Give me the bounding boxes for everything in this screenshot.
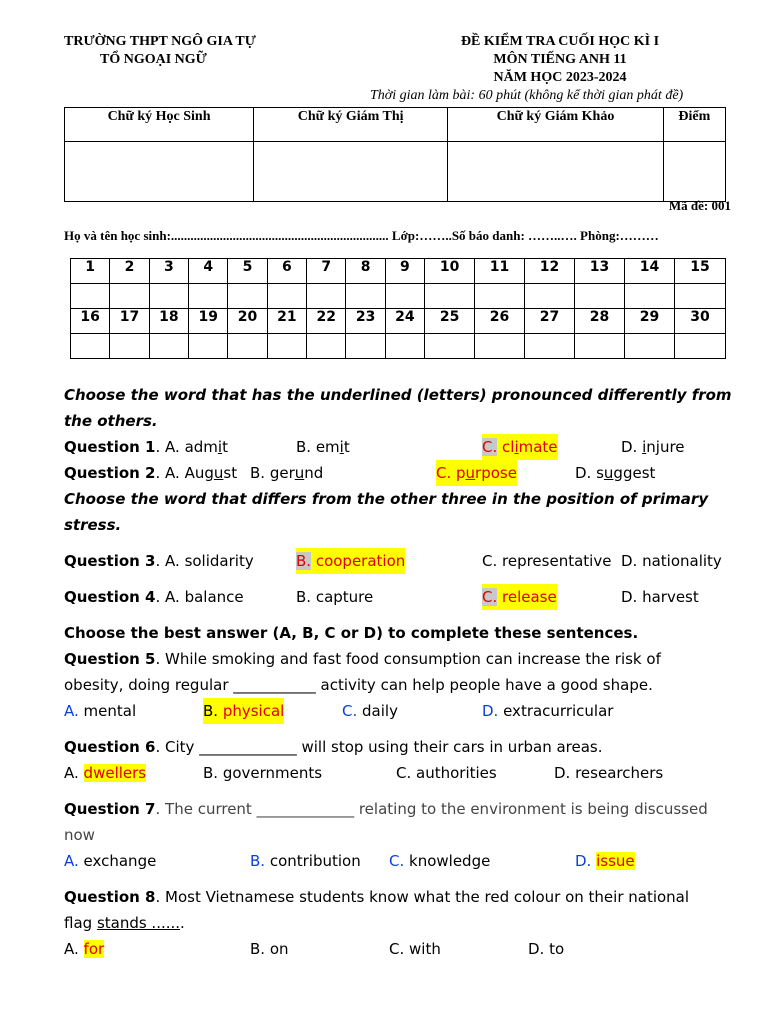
answer-cell-1 [71,284,110,309]
q7-text-1: . The current _____________ relating to the environment is being discussed [155,800,708,818]
question-number-cell-26: 26 [475,309,525,334]
q7-option-c [389,848,490,874]
q4-label: Question 4 [64,588,156,606]
question-4 [64,584,734,610]
question-number-cell-29: 29 [624,309,674,334]
q2-b-rest: nd [304,464,324,482]
q5-d-letter: D. [482,702,499,720]
answer-cell-13 [575,284,625,309]
q4-option-a: . A. balance [155,588,244,606]
q3-option-b-answer [296,548,405,574]
q2-a-underline: u [213,464,224,482]
q2-d-pre: D. s [575,464,604,482]
question-8-stem [64,884,734,910]
q6-option-c: C. authorities [396,764,497,782]
question-7-stem [64,796,734,822]
sig-col-proctor: Chữ ký Giám Thị [254,108,448,142]
q6-option-a-answer [64,760,146,786]
q3-option-d: D. nationality [621,552,722,570]
q2-c-rest: rpose [475,464,517,482]
q5-label: Question 5 [64,650,156,668]
q7-c-letter: C. [389,852,405,870]
answer-cell-26 [475,334,525,359]
section2-instruction: Choose the word that differs from the other three in the position of primary stress. [64,490,709,534]
answer-cell-28 [575,334,625,359]
answer-cell-11 [475,284,525,309]
q8-option-b: B. on [250,940,289,958]
q2-b-underline: u [294,464,305,482]
q6-a-text: dwellers [83,764,147,782]
time-note: Thời gian làm bài: 60 phút (không kể thời gian phát đề) [370,88,684,103]
q8-option-a-answer [64,936,104,962]
sig-col-examiner: Chữ ký Giám Khảo [448,108,663,142]
q6-option-d: D. researchers [554,764,664,782]
q1-b-underline: i [339,438,344,456]
answer-cell-18 [149,334,188,359]
q2-d-rest: ggest [613,464,656,482]
answer-cell-17 [110,334,149,359]
sig-col-score: Điểm [663,108,725,142]
q8-option-c: C. with [389,940,441,958]
answer-cell-23 [346,334,385,359]
q3-option-a: . A. solidarity [155,552,254,570]
exam-title: ĐỀ KIỂM TRA CUỐI HỌC KÌ I [460,34,660,49]
question-number-cell-8: 8 [346,259,385,284]
q7-label: Question 7 [64,800,156,818]
q5-option-c [342,698,398,724]
answer-cell-16 [71,334,110,359]
q1-b-pre: B. em [296,438,340,456]
answer-cell-7 [307,284,346,309]
q2-a-rest: st [223,464,238,482]
question-5-options [64,698,734,724]
question-number-cell-14: 14 [624,259,674,284]
q1-c-letter: C. [482,438,498,456]
answer-cell-14 [624,284,674,309]
q5-d-text: extracurricular [498,702,614,720]
question-number-cell-28: 28 [575,309,625,334]
question-number-cell-4: 4 [189,259,228,284]
q1-a-underline: i [217,438,223,456]
answer-grid-header-row-1 [71,259,726,284]
sig-cell-score [663,142,725,202]
sig-cell-student [65,142,254,202]
q8-text-2-underline: stands ...... [96,914,181,932]
q8-text-2 [64,910,734,936]
q2-c-underline: u [465,464,476,482]
answer-cell-21 [267,334,306,359]
answer-cell-6 [267,284,306,309]
q5-b-text: physical [218,702,285,720]
q1-c-pre: cl [497,438,515,456]
answer-cell-8 [346,284,385,309]
section1-instruction: Choose the word that has the underlined (letters) pronounced differently from the others. [64,386,732,430]
answer-cell-12 [525,284,575,309]
exam-header [440,33,680,87]
q1-option-c-answer [482,434,558,460]
question-6-options [64,760,734,786]
q8-text-2-post: . [180,914,185,932]
answer-cell-19 [189,334,228,359]
q5-option-d [482,698,613,724]
question-number-cell-18: 18 [149,309,188,334]
department-name: TỔ NGOẠI NGỮ [100,52,207,67]
question-number-cell-30: 30 [674,309,725,334]
q7-b-letter: B. [250,852,266,870]
q6-label: Question 6 [64,738,156,756]
answer-grid-blank-row-1 [71,284,726,309]
question-number-cell-6: 6 [267,259,306,284]
question-number-cell-21: 21 [267,309,306,334]
q5-option-a [64,698,136,724]
answer-cell-4 [189,284,228,309]
exam-content [64,382,734,962]
q6-text: . City _____________ will stop using their cars in urban areas. [155,738,603,756]
q1-option-d [621,434,685,460]
answer-cell-3 [149,284,188,309]
q3-b-text: cooperation [311,552,406,570]
q5-a-letter: A. [64,702,79,720]
q4-c-letter: C. [482,588,498,606]
question-number-cell-17: 17 [110,309,149,334]
q2-option-a: . A. Aug [155,464,214,482]
question-number-cell-16: 16 [71,309,110,334]
q3-b-letter: B. [296,552,312,570]
answer-grid [70,258,726,359]
q5-c-letter: C. [342,702,358,720]
q8-a-text: for [83,940,105,958]
section3-instruction: Choose the best answer (A, B, C or D) to complete these sentences. [64,624,639,642]
question-number-cell-11: 11 [475,259,525,284]
q7-b-text: contribution [265,852,361,870]
sig-cell-proctor [254,142,448,202]
q5-text-2: obesity, doing regular ___________ activity can help people have a good shape. [64,676,653,694]
answer-grid-header-row-2 [71,309,726,334]
student-info-line: Họ và tên học sinh:................................................................... Lớp:……..Số báo danh: ……..…. Phòng:……… [64,228,659,243]
q1-option-b [296,434,350,460]
answer-cell-27 [525,334,575,359]
question-number-cell-5: 5 [228,259,267,284]
answer-cell-9 [385,284,424,309]
sig-cell-examiner [448,142,663,202]
question-number-cell-10: 10 [425,259,475,284]
question-number-cell-25: 25 [425,309,475,334]
q8-text-2-pre: flag [64,914,97,932]
q8-option-d: D. to [528,940,565,958]
q1-d-pre: D. [621,438,643,456]
q7-a-letter: A. [64,852,79,870]
question-number-cell-15: 15 [674,259,725,284]
answer-cell-22 [307,334,346,359]
question-number-cell-12: 12 [525,259,575,284]
signature-table [64,107,726,202]
q8-text-1: . Most Vietnamese students know what the red colour on their national [155,888,690,906]
question-5-stem [64,646,734,672]
answer-cell-5 [228,284,267,309]
q2-d-underline: u [603,464,614,482]
question-2 [64,460,734,486]
q7-d-letter: D. [575,852,592,870]
question-number-cell-1: 1 [71,259,110,284]
question-number-cell-2: 2 [110,259,149,284]
q1-a-rest: t [222,438,228,456]
answer-cell-25 [425,334,475,359]
answer-cell-30 [674,334,725,359]
q6-a-letter: A. [64,764,84,782]
question-1 [64,434,734,460]
q1-option-a: . A. adm [155,438,218,456]
q2-b-pre: B. ger [250,464,295,482]
question-6-stem [64,734,734,760]
question-8-options [64,936,734,962]
question-number-cell-7: 7 [307,259,346,284]
question-number-cell-13: 13 [575,259,625,284]
exam-subject: MÔN TIẾNG ANH 11 [493,52,627,67]
q2-label: Question 2 [64,464,156,482]
question-number-cell-9: 9 [385,259,424,284]
answer-cell-20 [228,334,267,359]
q1-c-rest: mate [518,438,558,456]
q4-option-b: B. capture [296,588,374,606]
sig-col-student: Chữ ký Học Sinh [65,108,254,142]
question-number-cell-19: 19 [189,309,228,334]
q7-c-text: knowledge [404,852,491,870]
q6-option-b: B. governments [203,764,323,782]
q1-label: Question 1 [64,438,156,456]
q4-c-text: release [497,588,557,606]
question-number-cell-20: 20 [228,309,267,334]
q7-option-b [250,848,361,874]
q4-option-c-answer [482,584,557,610]
q1-b-rest: t [343,438,350,456]
answer-cell-10 [425,284,475,309]
q7-option-a [64,848,156,874]
answer-cell-29 [624,334,674,359]
question-number-cell-3: 3 [149,259,188,284]
q5-c-text: daily [357,702,398,720]
q8-label: Question 8 [64,888,156,906]
q5-option-b-answer [203,698,284,724]
q2-option-d [575,460,655,486]
question-number-cell-23: 23 [346,309,385,334]
q2-option-b [250,460,323,486]
question-number-cell-24: 24 [385,309,424,334]
q5-text-1: . While smoking and fast food consumption can increase the risk of [155,650,661,668]
q8-a-letter: A. [64,940,84,958]
q5-a-text: mental [78,702,137,720]
q3-option-c: C. representative [482,552,612,570]
school-header [64,33,256,69]
answer-grid-blank-row-2 [71,334,726,359]
school-year: NĂM HỌC 2023-2024 [493,70,627,85]
q7-text-2: now [64,826,95,844]
exam-code: Mã đề: 001 [668,198,731,213]
answer-cell-24 [385,334,424,359]
question-number-cell-22: 22 [307,309,346,334]
q4-option-d: D. harvest [621,588,699,606]
q1-c-underline: i [514,438,519,456]
q2-option-c-answer [436,460,517,486]
question-7-options [64,848,734,874]
q5-b-letter: B. [203,702,219,720]
q1-d-rest: njure [646,438,685,456]
q7-d-text: issue [596,852,635,870]
school-name: TRƯỜNG THPT NGÔ GIA TỰ [64,34,256,49]
q7-a-text: exchange [78,852,157,870]
answer-cell-15 [674,284,725,309]
q3-label: Question 3 [64,552,156,570]
q1-d-underline: i [642,438,647,456]
q7-option-d-answer [575,848,635,874]
question-3 [64,548,734,574]
question-number-cell-27: 27 [525,309,575,334]
q2-c-pre: C. p [436,464,466,482]
answer-cell-2 [110,284,149,309]
